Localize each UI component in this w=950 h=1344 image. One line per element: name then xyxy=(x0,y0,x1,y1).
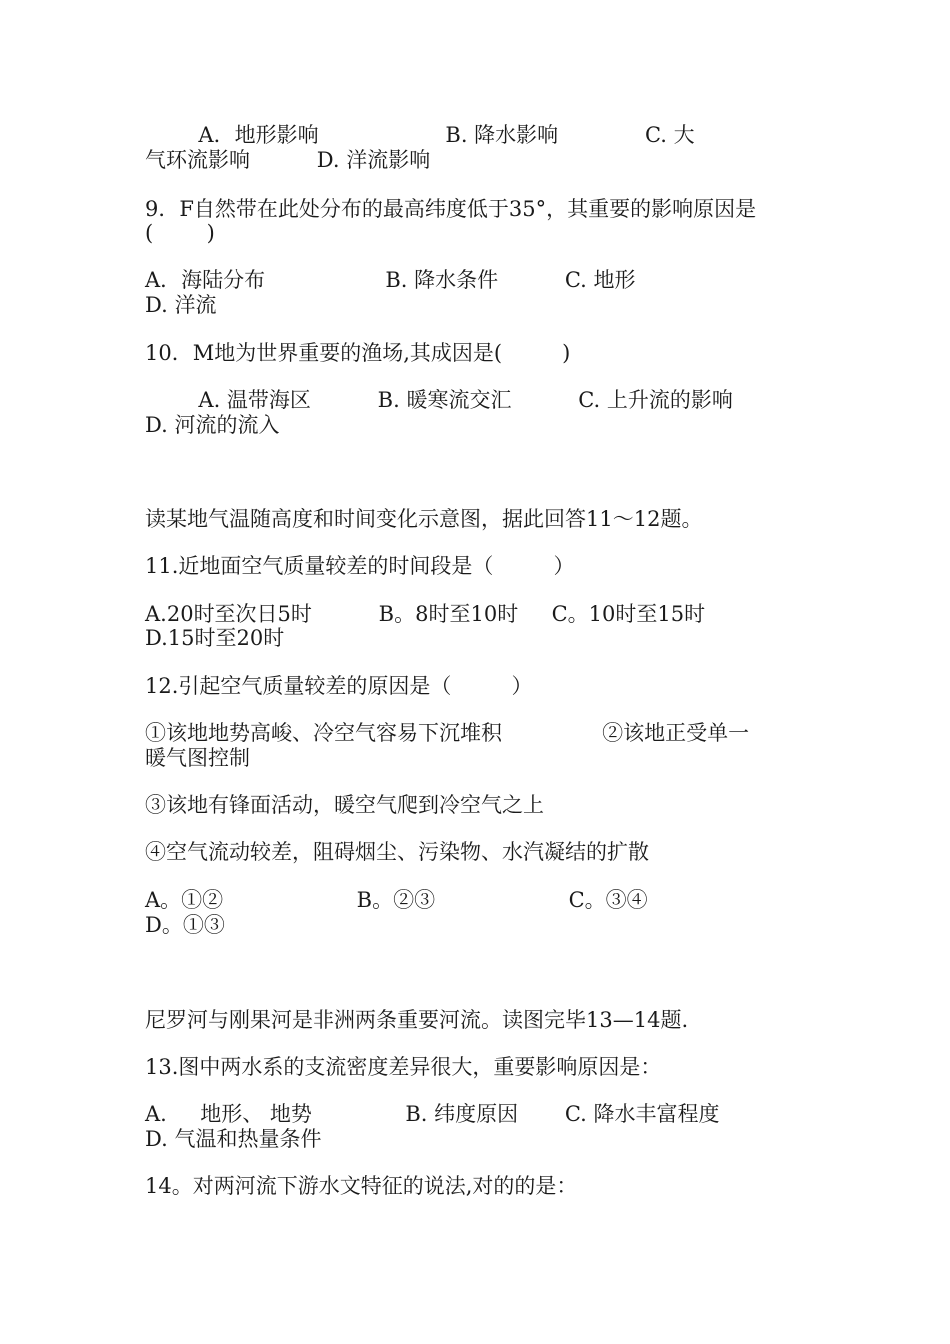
q10-options-line-1: A. 温带海区 B. 暖寒流交汇 C. 上升流的影响 xyxy=(145,388,733,412)
q12-statement-3: ③该地有锋面活动，暖空气爬到冷空气之上 xyxy=(145,793,544,817)
q13-options-line-1: A. 地形、 地势 B. 纬度原因 C. 降水丰富程度 xyxy=(145,1102,720,1126)
q9-stem-line-1: 9．F自然带在此处分布的最高纬度低于35°，其重要的影响原因是 xyxy=(145,197,757,221)
q11-stem: 11.近地面空气质量较差的时间段是（ ） xyxy=(145,554,575,578)
q10-stem: 10．M地为世界重要的渔场,其成因是( ) xyxy=(145,341,571,365)
q9-options-line-1: A．海陆分布 B. 降水条件 C. 地形 xyxy=(145,268,636,292)
q12-options-line-1: A。①② B。②③ C。③④ xyxy=(145,888,648,912)
q13-options-line-2: D. 气温和热量条件 xyxy=(145,1127,322,1151)
q11-options-line-1: A.20时至次日5时 B。8时至10时 C。10时至15时 xyxy=(145,602,706,626)
q8-options-line-2: 气环流影响 D. 洋流影响 xyxy=(145,148,431,172)
q12-options-line-2: D。①③ xyxy=(145,913,225,937)
q12-statement-1-line-1: ①该地地势高峻、冷空气容易下沉堆积 ②该地正受单一 xyxy=(145,721,750,745)
section-intro-11-12: 读某地气温随高度和时间变化示意图，据此回答11～12题。 xyxy=(145,507,703,531)
q9-stem-line-2: ( ) xyxy=(145,221,215,245)
q11-options-line-2: D.15时至20时 xyxy=(145,626,285,650)
q12-stem: 12.引起空气质量较差的原因是（ ） xyxy=(145,674,533,698)
q14-stem: 14。对两河流下游水文特征的说法,对的的是： xyxy=(145,1174,578,1198)
q10-options-line-2: D. 河流的流入 xyxy=(145,413,280,437)
q12-statement-4: ④空气流动较差，阻碍烟尘、污染物、水汽凝结的扩散 xyxy=(145,840,649,864)
q8-options-line-1: A．地形影响 B. 降水影响 C. 大 xyxy=(145,123,695,147)
section-intro-13-14: 尼罗河与刚果河是非洲两条重要河流。读图完毕13—14题. xyxy=(145,1008,689,1032)
q13-stem: 13.图中两水系的支流密度差异很大，重要影响原因是： xyxy=(145,1055,662,1079)
q12-statement-1-line-2: 暖气图控制 xyxy=(145,746,250,770)
q9-options-line-2: D. 洋流 xyxy=(145,293,217,317)
